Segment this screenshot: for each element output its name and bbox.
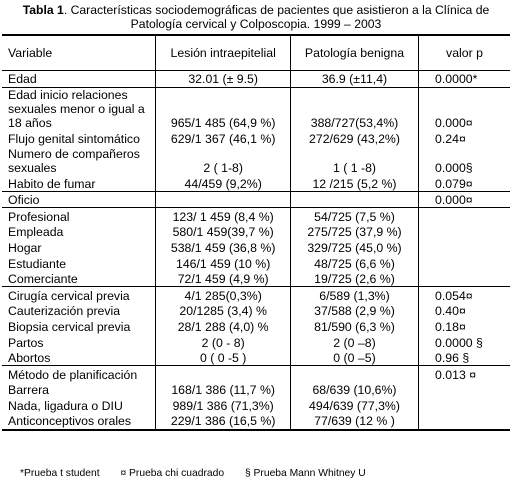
table-body (2, 71, 510, 430)
table-row (2, 382, 510, 398)
cell-benigna: 275/725 (37,9 %) (290, 224, 418, 240)
data-table (2, 34, 510, 431)
cell-lesion: 4/1 285(0,3%) (156, 287, 291, 303)
table-row (2, 71, 510, 88)
cell-lesion: 146/1 459 (10 %) (156, 255, 291, 271)
cell-p-value (419, 413, 510, 430)
table-row (2, 319, 510, 335)
cell-p-value: 0.24¤ (435, 131, 466, 146)
table-row (2, 398, 510, 414)
table-row (2, 413, 510, 430)
cell-benigna (290, 366, 418, 382)
table-row (2, 131, 510, 147)
cell-benigna: 54/725 (7,5 %) (290, 208, 418, 224)
cell-p-value: 0.000§ (435, 160, 473, 175)
cell-lesion: 538/1 459 (36,8 %) (156, 240, 291, 256)
column-header-p-value: valor p (446, 45, 483, 60)
cell-lesion: 580/1 459(39,7 %) (156, 224, 291, 240)
table-row (2, 271, 510, 287)
cell-p-value: 0.000¤ (435, 116, 473, 131)
footnote-chi-cuadrado: ¤ Prueba chi cuadrado (120, 468, 225, 479)
cell-lesion: 629/1 367 (46,1 %) (156, 131, 291, 147)
cell-benigna: 48/725 (6,6 %) (290, 255, 418, 271)
table-caption (4, 3, 508, 31)
cell-p-value: 0.054¤ (435, 288, 473, 303)
column-header-variable: Variable (2, 35, 156, 71)
cell-benigna: 272/629 (43,2%) (290, 131, 418, 147)
cell-variable: Flujo genital sintomático (2, 131, 156, 147)
cell-variable: Edad (2, 71, 156, 88)
cell-p-value (419, 398, 510, 414)
cell-variable: Barrera (2, 382, 156, 398)
table-row (2, 366, 510, 382)
table-row (2, 255, 510, 271)
table-row (2, 303, 510, 319)
cell-variable: Biopsia cervical previa (2, 319, 156, 335)
cell-benigna: 12 /215 (5,2 %) (290, 175, 418, 191)
table-row (2, 175, 510, 191)
cell-p-value: 0.000¤ (435, 193, 473, 208)
table-row (2, 146, 510, 175)
cell-p-value: 0.18¤ (435, 319, 466, 334)
cell-lesion: 2 ( 1-8) (156, 146, 291, 175)
cell-benigna: 2 (0 –8) (290, 334, 418, 350)
footnote-mann-whitney: § Prueba Mann Whitney U (244, 468, 366, 479)
table-row (2, 350, 510, 366)
caption-text-line1: . Características sociodemográficas de pacientes que asistieron a la Clínica de (63, 3, 490, 17)
cell-variable: Nada, ligadura o DIU (2, 398, 156, 414)
cell-variable: Profesional (2, 208, 156, 224)
cell-lesion: 965/1 485 (64,9 %) (156, 87, 291, 131)
cell-variable: Abortos (2, 350, 156, 366)
cell-p-value: 0.0000 § (435, 335, 483, 350)
cell-p-value (419, 208, 510, 224)
cell-variable: Comerciante (2, 271, 156, 287)
cell-variable: Método de planificación (2, 366, 156, 382)
cell-variable: Cirugía cervical previa (2, 287, 156, 303)
cell-benigna: 37/588 (2,9 %) (290, 303, 418, 319)
table-row (2, 287, 510, 303)
cell-lesion: 168/1 386 (11,7 %) (156, 382, 291, 398)
cell-lesion (156, 191, 291, 208)
cell-variable: Estudiante (2, 255, 156, 271)
cell-p-value (419, 382, 510, 398)
footnote-t-student: *Prueba t student (20, 468, 100, 479)
cell-benigna: 77/639 (12 % ) (290, 413, 418, 430)
cell-p-value: 0.013 ¤ (435, 367, 477, 382)
cell-variable: Habito de fumar (2, 175, 156, 191)
cell-benigna: 6/589 (1,3%) (290, 287, 418, 303)
cell-p-value: 0.40¤ (435, 304, 466, 319)
table-row (2, 87, 510, 131)
cell-benigna: 329/725 (45,0 %) (290, 240, 418, 256)
cell-variable: Empleada (2, 224, 156, 240)
cell-variable: Oficio (2, 191, 156, 208)
cell-variable: Edad inicio relaciones sexuales menor o igual a 18 años (2, 87, 156, 131)
cell-lesion: 32.01 (± 9.5) (156, 71, 291, 88)
cell-p-value: 0.079¤ (435, 176, 473, 191)
cell-lesion: 123/ 1 459 (8,4 %) (156, 208, 291, 224)
table-row (2, 240, 510, 256)
cell-p-value (419, 240, 510, 256)
cell-variable: Numero de compañeros sexuales (2, 146, 156, 175)
cell-benigna: 68/639 (10,6%) (290, 382, 418, 398)
column-header-benigna: Patología benigna (290, 35, 418, 71)
cell-benigna: 0 (0 –5) (290, 350, 418, 366)
cell-lesion (156, 366, 291, 382)
cell-lesion: 20/1285 (3,4) % (156, 303, 291, 319)
cell-variable: Partos (2, 334, 156, 350)
cell-lesion: 44/459 (9,2%) (156, 175, 291, 191)
cell-variable: Cauterización previa (2, 303, 156, 319)
cell-p-value (419, 224, 510, 240)
cell-benigna (290, 191, 418, 208)
cell-p-value: 0.0000* (435, 72, 478, 87)
caption-text-line2: Patología cervical y Colposcopia. 1999 – 2003 (130, 17, 382, 31)
caption-label: Tabla 1 (22, 3, 64, 17)
table-row (2, 208, 510, 224)
cell-benigna: 19/725 (2,6 %) (290, 271, 418, 287)
cell-benigna: 81/590 (6,3 %) (290, 319, 418, 335)
cell-variable: Hogar (2, 240, 156, 256)
cell-p-value: 0.96 § (435, 351, 470, 366)
table-row (2, 191, 510, 208)
cell-lesion: 2 (0 - 8) (156, 334, 291, 350)
column-header-lesion: Lesión intraepitelial (156, 35, 291, 71)
cell-p-value (419, 271, 510, 287)
table-row (2, 334, 510, 350)
cell-p-value (419, 255, 510, 271)
table-footnotes (20, 468, 500, 480)
cell-lesion: 229/1 386 (16,5 %) (156, 413, 291, 430)
cell-benigna: 1 ( 1 -8) (290, 146, 418, 175)
cell-variable: Anticonceptivos orales (2, 413, 156, 430)
table-row (2, 224, 510, 240)
cell-lesion: 0 ( 0 -5 ) (156, 350, 291, 366)
cell-lesion: 28/1 288 (4,0) % (156, 319, 291, 335)
cell-benigna: 36.9 (±11,4) (290, 71, 418, 88)
cell-lesion: 989/1 386 (71,3%) (156, 398, 291, 414)
cell-benigna: 494/639 (77,3%) (290, 398, 418, 414)
cell-lesion: 72/1 459 (4,9 %) (156, 271, 291, 287)
cell-benigna: 388/727(53,4%) (290, 87, 418, 131)
